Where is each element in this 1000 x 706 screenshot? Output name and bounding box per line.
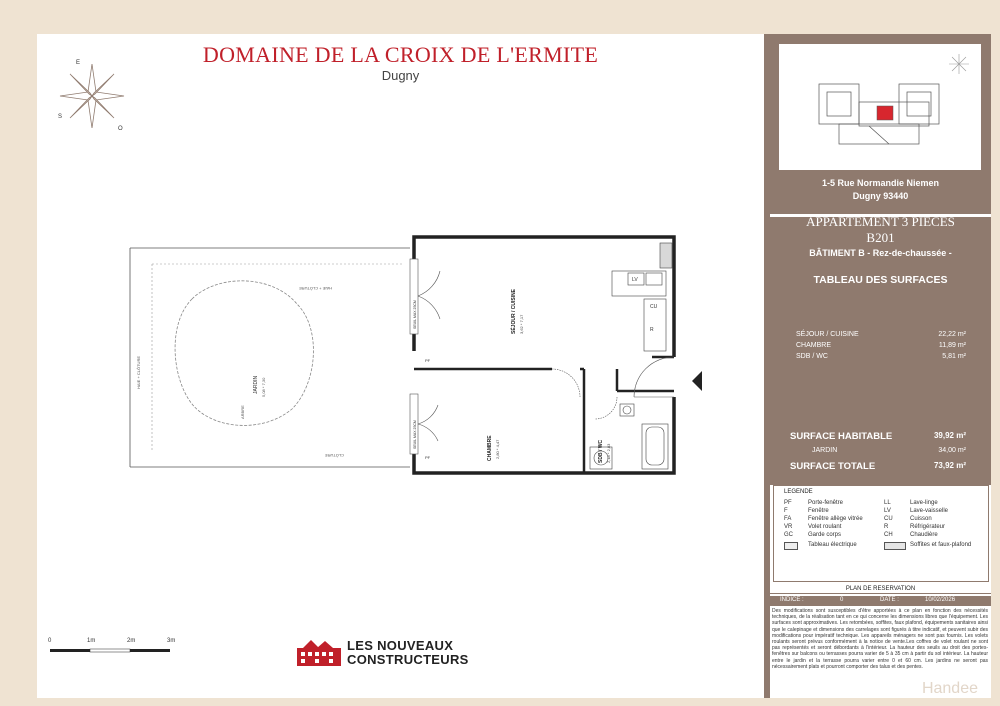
- surface-habitable-value: 39,92 m²: [933, 431, 966, 440]
- page-title: DOMAINE DE LA CROIX DE L'ERMITE: [202, 42, 599, 67]
- floor-plan: [122, 219, 702, 479]
- address-line1: 1-5 Rue Normandie Niemen: [821, 178, 940, 188]
- legend-text: Fenêtre: [808, 508, 829, 514]
- apartment-number: B201: [866, 230, 895, 245]
- date-value: 10/02/2026: [925, 597, 956, 603]
- cloture-label: CLÔTURE: [324, 453, 344, 458]
- surface-row-value: 22,22 m²: [938, 331, 966, 338]
- surface-habitable-label: SURFACE HABITABLE: [790, 431, 893, 442]
- building-floor: BÂTIMENT B - Rez-de-chaussée -: [809, 248, 952, 258]
- legend-tableau: Tableau électrique: [808, 542, 857, 548]
- sejour-dims: 3,62 * 7,17: [519, 314, 524, 334]
- chambre-label: CHAMBRE: [487, 435, 493, 461]
- garden-outline: [130, 248, 410, 467]
- legend-text: Lave-linge: [910, 500, 938, 506]
- surface-row-label: SDB / WC: [796, 353, 828, 360]
- pf-label-1: PF: [425, 358, 431, 363]
- legend-text: Cuisson: [910, 516, 932, 522]
- surface-row-value: 11,89 m²: [938, 342, 966, 349]
- entrance-arrow-icon: [692, 371, 702, 391]
- r-label: R: [650, 327, 654, 333]
- info-panel: [764, 34, 991, 698]
- tree-shape: [175, 281, 313, 426]
- legend-code: PF: [784, 500, 792, 506]
- legend-text: Réfrigérateur: [910, 524, 946, 530]
- tree-label: ARBRE: [240, 405, 245, 419]
- disclaimer-text: Des modifications sont susceptibles d'être apportées à ce plan en fonction des nécessités techniques, de la réalisation tant en ce qui concerne les dimensions libres que l'équipement. Les surfaces sont approximatives. Les retombées, soffites, faux plafond, équipements sanitaires ainsi que le calepinage et dimensions des carrelages sont figurés à titre indicatif, et peuvent subir des modifications pour impératif technique. Les appareils ménagers ne sont pas fournis. Les volets roulants seront prévus conformément à la notice de vente.Les coffres de volet roulant ne sont pas représentés et seront débordants à l'intérieur. La hauteur des seuils au droit des portes-fenêtres sur balcons ou terrasses pourra varier de 5 à 35 cm à partir du sol intérieur. La hauteur entre le jardin et la terrasse pourra varier entre 0 et 60 cm. Les jardins ne seront pas nécessairement plats et pourront comporter des talus et des pentes.: [772, 608, 988, 670]
- jardin-dims: 5,08 * 7,30: [261, 377, 266, 397]
- brand-logo-icon: [295, 638, 343, 668]
- surface-row-value: 5,81 m²: [942, 353, 966, 360]
- jardin-row-value: 34,00 m²: [938, 447, 966, 454]
- apartment-type: APPARTEMENT 3 PIÈCES: [806, 214, 955, 229]
- compass-s: S: [58, 114, 63, 120]
- scale-1: 1m: [87, 638, 96, 644]
- legend-code: LV: [884, 508, 891, 514]
- scale-3: 3m: [167, 638, 176, 644]
- surface-totale-label: SURFACE TOTALE: [790, 461, 876, 472]
- haie-left-label: HAIE + CLÔTURE: [136, 355, 141, 389]
- surface-row: [796, 342, 966, 349]
- surfaces-table-title: TABLEAU DES SURFACES: [813, 274, 948, 286]
- sejour-label: SÉJOUR / CUISINE: [511, 288, 517, 334]
- legend-text: Fenêtre allège vitrée: [808, 516, 863, 522]
- indice-label: INDICE :: [780, 597, 804, 603]
- haie-top-label: HAIE + CLÔTURE: [298, 286, 332, 291]
- scale-0: 0: [48, 638, 52, 644]
- plan-area: [37, 34, 764, 698]
- legend-text: Porte-fenêtre: [808, 500, 844, 506]
- scale-2: 2m: [127, 638, 136, 644]
- reservation-row: [770, 596, 991, 606]
- cu-label: CU: [650, 304, 658, 310]
- surface-totale-value: 73,92 m²: [933, 461, 966, 470]
- legend-code: F: [784, 508, 788, 514]
- lv-label: LV: [632, 277, 638, 283]
- sdb-label: SDB / WC: [598, 439, 604, 463]
- legend: [773, 485, 989, 582]
- surface-row-label: CHAMBRE: [796, 342, 832, 349]
- compass-n: E: [76, 60, 81, 66]
- legend-text: Lave-vaisselle: [910, 508, 949, 514]
- surface-totale-row: [790, 461, 966, 472]
- compass-rose-icon: [52, 56, 132, 136]
- plan-sheet: [37, 34, 991, 698]
- chambre-dims: 2,80 * 4,47: [495, 439, 500, 459]
- watermark: Handee: [921, 680, 978, 697]
- reservation-title: PLAN DE RESERVATION: [770, 586, 991, 594]
- address-line2: Dugny 93440: [852, 191, 909, 201]
- indice-value: 0: [840, 597, 844, 603]
- surface-habitable-row: [790, 431, 966, 442]
- scale-bar: [49, 646, 189, 658]
- keyplan-block: [770, 34, 991, 214]
- legend-text: Volet roulant: [808, 524, 842, 530]
- sdb-dims: 2,18 * 2,83: [606, 443, 611, 463]
- legend-code: FA: [784, 516, 792, 522]
- legend-title: LEGENDE: [784, 489, 813, 495]
- page-subtitle: Dugny: [381, 68, 420, 83]
- legend-code: GC: [784, 532, 793, 538]
- legend-code: VR: [784, 524, 793, 530]
- date-label: DATE :: [880, 597, 899, 603]
- surface-row-label: SÉJOUR / CUISINE: [796, 331, 859, 338]
- seuil-label-2: SEUIL MAX 25CM: [413, 420, 417, 449]
- jardin-label: JARDIN: [253, 375, 259, 394]
- legend-code: CU: [884, 516, 893, 522]
- legend-text: Garde corps: [808, 532, 842, 538]
- pf-label-2: PF: [425, 455, 431, 460]
- seuil-label-1: SEUIL MAX 25CM: [413, 300, 417, 329]
- legend-code: R: [884, 524, 889, 530]
- keyplan: [779, 44, 981, 170]
- legend-text: Chaudière: [910, 532, 938, 538]
- interior-walls: [414, 357, 674, 473]
- tableau-electrique-icon: [784, 542, 798, 550]
- legend-soffites: Soffites et faux-plafond: [910, 542, 972, 548]
- keyplan-compass-icon: [949, 54, 969, 74]
- brand-name-line2: CONSTRUCTEURS: [347, 652, 469, 667]
- surface-row: [796, 331, 966, 338]
- brand-name-line1: LES NOUVEAUX: [347, 638, 454, 653]
- soffite-swatch-icon: [884, 542, 906, 550]
- jardin-row-label: JARDIN: [812, 447, 838, 454]
- compass-o: O: [118, 126, 123, 132]
- legend-code: CH: [884, 532, 893, 538]
- jardin-row: [812, 447, 966, 454]
- kitchen-fixtures: [612, 243, 672, 351]
- surface-row: [796, 353, 966, 360]
- legend-code: LL: [884, 500, 891, 506]
